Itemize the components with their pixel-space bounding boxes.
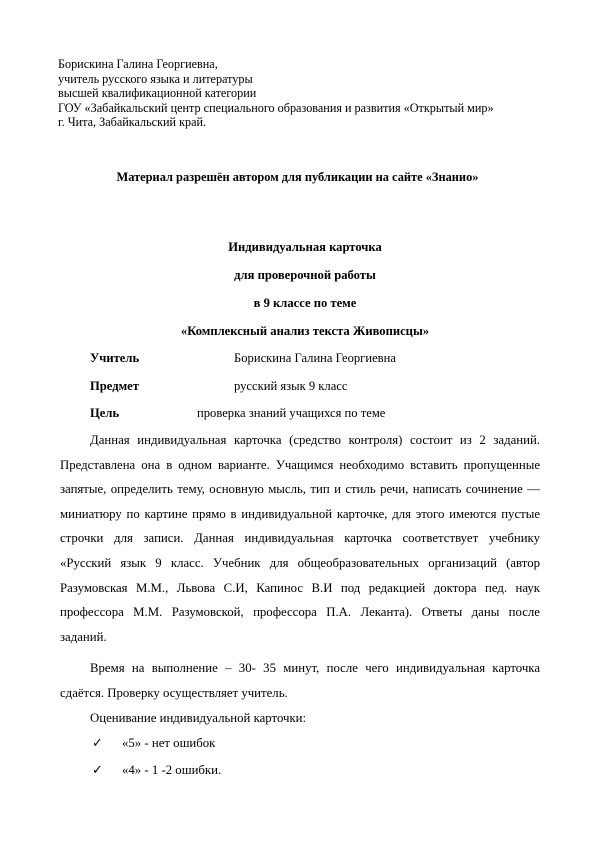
grading-item [92, 763, 221, 778]
author-organization: ГОУ «Забайкальский центр специального образования и развития «Открытый мир» [58, 100, 494, 115]
title-line-3: в 9 классе по теме [253, 296, 357, 310]
checkmark-icon: ✓ [92, 736, 103, 751]
subject-value: русский язык 9 класс [234, 379, 348, 393]
author-city: г. Чита, Забайкальский край. [58, 115, 207, 130]
teacher-value: Борискина Галина Георгиевна [234, 351, 396, 365]
publication-permission: Материал разрешён автором для публикации на сайте «Знанио» [116, 170, 479, 184]
teacher-label: Учитель [90, 351, 140, 365]
subject-label: Предмет [90, 379, 139, 393]
author-position: учитель русского языка и литературы [58, 71, 253, 86]
goal-label: Цель [90, 406, 120, 420]
grading-item-text: «5» - нет ошибок [122, 736, 216, 750]
grading-item [92, 736, 215, 751]
grading-item-text: «4» - 1 -2 ошибки. [122, 763, 222, 777]
description-paragraph [60, 428, 540, 649]
time-text: Время на выполнение – 30- 35 минут, после чего индивидуальная карточка сдаётся. Проверку осуществляет учитель. [60, 661, 540, 700]
title-line-2: для проверочной работы [234, 268, 376, 282]
description-text: Данная индивидуальная карточка (средство контроля) состоит из 2 заданий. Представлена она в одном варианте. Учащимся необходимо вставить пропущенные запятые, определить тему, основную мысль, тип и стиль речи, написать сочинение — миниатюру по картине прямо в индивидуальной карточке, для этого имеются пустые строчки для записи. Данная индивидуальная карточка соответствует учебнику «Русский язык 9 класс. Учебник для общеобразовательных организаций (автор Разумовская М.М., Львова С.И, Капинос В.И под редакцией доктора пед. наук профессора М.М. Разумовской, профессора П.А. Леканта). Ответы даны после заданий. [60, 433, 540, 644]
author-name: Борискина Галина Георгиевна, [58, 57, 218, 71]
author-category: высшей квалификационной категории [58, 86, 257, 101]
title-line-1: Индивидуальная карточка [228, 240, 382, 254]
time-paragraph [60, 656, 540, 705]
goal-value: проверка знаний учащихся по теме [197, 406, 386, 420]
grading-intro: Оценивание индивидуальной карточки: [90, 711, 307, 725]
subject-row [90, 379, 139, 394]
teacher-row [90, 351, 139, 366]
author-header [58, 57, 538, 130]
checkmark-icon: ✓ [92, 763, 103, 778]
title-line-4: «Комплексный анализ текста Живописцы» [180, 324, 430, 338]
goal-row [90, 406, 119, 421]
